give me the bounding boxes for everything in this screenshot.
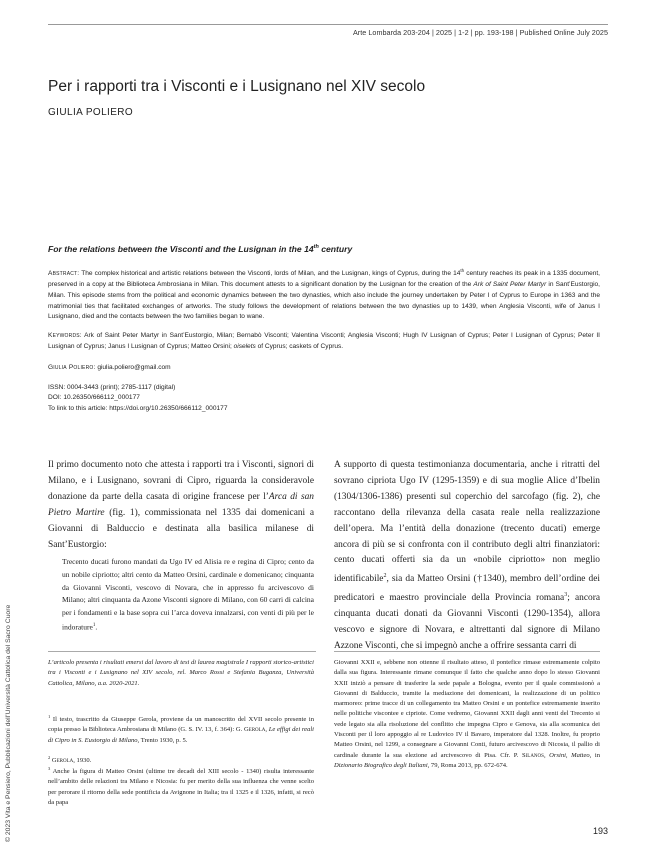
article-title: Per i rapporti tra i Visconti e i Lusignano nel XIV secolo (48, 78, 426, 95)
journal-info: Arte Lombarda 203-204 | 2025 | 1-2 | pp. 193-198 | Published Online July 2025 (352, 28, 608, 37)
thesis-note-text: I rapporti storico-artistici tra i Visconti e i Lusignano nel XIV secolo, rel. Marco Rossi e Stefania Buganza, Università Cattolica, Milano, a.a. 2020-2021. (48, 659, 314, 687)
body-italic: Arca di san Pietro Martire (48, 491, 314, 518)
english-title-main: For the relations between the Visconti and the Lusignan in the 14 (48, 244, 314, 254)
abstract-text: century reaches its peak in a 1335 document, preserved in a copy at the Biblioteca Ambrosiana in Milan. This document attests to a significant donation by the Lusignan for the creation of the (48, 270, 600, 288)
abstract (48, 266, 600, 323)
footnote-ref[interactable]: 2 (383, 573, 387, 580)
keywords-label: Keywords: (48, 332, 82, 339)
footnote-text: , (543, 751, 550, 759)
keywords-text: of Cyprus; caskets of Cyprus. (255, 342, 344, 350)
body-text: ; ancora cinquanta ducati donati da Giovanni Visconti (1290-1354), allora vescovo e signore di Novara, e altrettanti dal signore di Milano Azzone Visconti, che si impegnò anche a offrire sessanta carri di (334, 593, 600, 652)
english-title-end: century (318, 244, 353, 254)
abstract-label: Abstract: (48, 270, 80, 278)
footnote-rule (48, 651, 316, 652)
footnote-1 (48, 712, 314, 746)
footnote-italic: Dizionario Biografico degli Italiani (334, 761, 428, 769)
footnote-author: Silanos (521, 751, 544, 759)
page-number: 193 (592, 826, 608, 836)
keywords-italic: oiselets (233, 342, 256, 350)
footnote-italic: Le effigi dei reali di Cipro in S. Eustorgio di Milano (48, 726, 314, 744)
footnote-author: Gerola (243, 726, 266, 734)
footnote-mark: 3 (48, 766, 51, 771)
english-title (48, 244, 352, 254)
header-rule (48, 24, 608, 25)
footnote-italic: Orsini, Matteo (549, 751, 590, 759)
body-column-right (334, 458, 600, 655)
email-link[interactable]: giulia.poliero@gmail.com (95, 364, 171, 371)
footnote-ref[interactable]: 1 (92, 622, 96, 628)
keywords-text: Ark of Saint Peter Martyr in Sant’Eustorgio, Milan; Bernabò Visconti; Valentina Visconti; Anglesia Visconti; Hugh IV Lusignan of Cyprus; Peter I Lusignan of Cyprus; Peter II Lusignan of Cyprus; Janus I Lusignan of Cyprus; Matteo Orsini; (48, 332, 600, 350)
abstract-italic: Ark of Saint Peter Martyr (473, 280, 547, 288)
footnote-ref[interactable]: 3 (564, 592, 568, 599)
footnote-rule (334, 651, 600, 652)
article-identifiers (48, 383, 228, 414)
footnote-author: Gerola (50, 757, 74, 765)
copyright-side-note: © 2023 Vita e Pensiero, Pubblicazioni dell’Università Cattolica del Sacro Cuore (5, 604, 12, 842)
abstract-text: in Sant’Eustorgio, Milan. This episode stems from the political and economic dynamics between the two dynasties, which also include the journey undertaken by Peter I of Cyprus to Europe in 1363 and the matrimonial ties that facilitated exchanges of artworks. The study follows the development of relations between the two dynasties up to 1439, when Anglesia Visconti, wife of Janus I Lusignano, died and the contacts between the two families began to wane. (48, 280, 600, 321)
contact-name: Giulia Poliero: (48, 364, 96, 371)
footnote-text: Anche la figura di Matteo Orsini (ultime tre decadi del XIII secolo - 1340) risulta interessante nell’ambito delle relazioni tra Milano e Nicosia: fu per merito della sua influenza che venne scelto per perorare il ritorno della sede pontificia da Avignone in Italia; tra il 1325 e il 1326, infatti, si recò da papa (48, 768, 314, 807)
footnote-text: , (265, 726, 269, 734)
footnote-text: , 79, Roma 2013, pp. 672-674. (427, 761, 508, 769)
author-contact (48, 363, 600, 374)
footnote-3-continued (334, 658, 600, 771)
issn: ISSN: 0004-3443 (print); 2785-1117 (digital) (48, 384, 176, 391)
author-name: GIULIA POLIERO (48, 107, 134, 118)
body-text: Il primo documento noto che attesta i rapporti tra i Visconti, signori di Milano, e i Lusignano, sovrani di Cipro, riguarda la consideravole donazione da parte della casata di origine francese per l’ (48, 460, 314, 502)
quote-text: . (95, 622, 98, 632)
body-text: (fig. 1), commissionata nel 1335 dai domenicani a Giovanni di Balduccio e destinata alla basilica milanese di Sant’Eustorgio: (48, 507, 315, 550)
footnote-text: , Trento 1930, p. 5. (137, 736, 188, 744)
body-text: A supporto di questa testimonianza documentaria, anche i ritratti del sovrano cipriota Ugo IV (1295-1359) e di sua moglie Alice d’Ibelin (1304/1306-1386) presenti sul coperchio del sarcofago (fig. 2), che raccontano della rilevanza della casata reale nella realizzazione dell’opera. Ma l’entità della donazione (trecento ducati) emerge ancora di più se si confronta con il contributo degli altri finanziatori: cento ducati offerti sia da un «nobile cipriotto» non meglio identificabile (334, 460, 600, 585)
thesis-note-text: L’articolo presenta i risultati emersi dal lavoro di tesi di laurea magistrale (48, 659, 245, 666)
article-link[interactable]: To link to this article: https://doi.org/10.26350/666112_000177 (48, 404, 228, 412)
body-column-left (48, 458, 314, 553)
abstract-superscript: th (460, 268, 465, 273)
footnote-text: , in (589, 751, 600, 759)
doi[interactable]: DOI: 10.26350/666112_000177 (48, 394, 140, 402)
english-title-superscript: th (313, 244, 319, 251)
footnote-text: Il testo, trascritto da Giuseppe Gerola, proviene da un manoscritto del XVII secolo presente in copia presso la Biblioteca Ambrosiana di Milano (G. S. IV. 13, f. 364): G. (48, 716, 314, 734)
footnote-text: Giovanni XXII e, sebbene non ottenne il risultato atteso, il pontefice rimase estremamente colpito dalla sua figura. Interessante rimane comunque il fatto che qualche anno dopo lo stesso Giovanni XXII iniziò a pensare di trasferire la sede papale a Bologna, evento per il quale commissionò a Giovanni di Balduccio, tramite la mediazione dei domenicani, la realizzazione di un politico marmoreo: prime tracce di un collegamento tra Matteo Orsini e un pontefice estremamente inserito nelle politiche viscontee e cipriote. Come vedremo, Giovanni XXII dagli anni venti del Trecento si vede legato sia alla risoluzione del conflitto che impegna Cipro e Genova, sia alla scomunica dei Visconti per il loro appoggio al re Ludovico IV il Bavaro, imperatore dal 1328. Inoltre, fu proprio Matteo Orsini, nel 1299, a consegnare a Giovanni Conti, futuro arcivescovo di Nicosia, il pallio di cardinale durante la sua elezione ad arcivescovo di Pisa. Cfr. P. (334, 659, 600, 759)
footnote-mark: 1 (48, 714, 51, 719)
footnote-mark: 2 (48, 755, 51, 760)
abstract-text: The complex historical and artistic relations between the Visconti, lords of Milan, and the Lusignan, kings of Cyprus, during the 14 (79, 270, 461, 278)
thesis-note (48, 658, 314, 689)
block-quote (62, 556, 314, 634)
footnote-text: , 1930. (73, 757, 92, 765)
keywords (48, 331, 600, 353)
body-text: , sia da Matteo Orsini (†1340), membro dell’ordine dei predicatori e maestro provinciale della Provincia romana (334, 574, 600, 604)
footnote-3 (48, 764, 314, 808)
quote-text: Trecento ducati furono mandati da Ugo IV ed Alisia re e regina di Cipro; cento da un nobile cipriotto; altri cento da Matteo Orsini, cardinale e domenicano; cinquanta da Giovanni Visconti, vescovo di Novara, che in appresso fu arcivescovo di Milano; altri cinquanta da Azone Visconti signore di Milano, con 60 carri di calcina per i fondamenti e la base sopra cui l’arca doveva innalzarsi, con venti di più per le indorature (62, 557, 314, 632)
